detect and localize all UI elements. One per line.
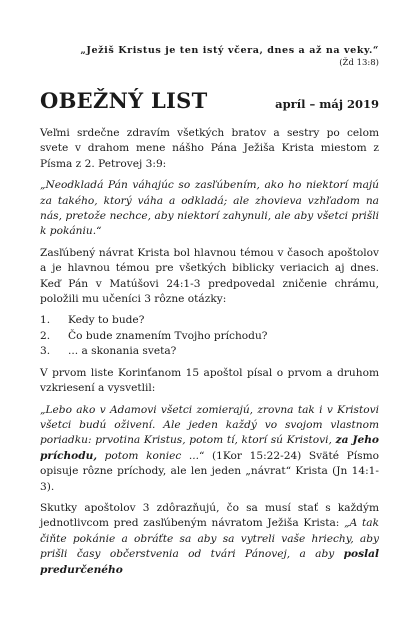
paragraph-quote-corinthians [40,403,379,495]
list-item-text: ... a skonania sveta? [68,345,177,358]
paragraph-return: Zasľúbený návrat Krista bol hlavnou témou v časoch apoštolov a je hlavnou témou pre všetkých biblicky veriacich aj dnes. Keď Pán v Matúšovi 24:1-3 predpovedal zničenie chrámu, položili mu učeníci 3 rôzne otázky: [40,246,379,306]
motto-quote: „Ježiš Kristus je ten istý včera, dnes a až na veky.“ [80,45,379,56]
quote-corinthians-tail: “ (1Kor 15:22-24) Sväté Písmo opisuje rôzne príchody, ale len jeden „návrat“ Krista (Jn 14:1-3). [40,449,379,493]
quote-corinthians-part-1: „Lebo ako v Adamovi všetci zomierajú, zrovna tak i v Kristovi všetci budú oživení. Ale jeden každý vo svojom vlastnom poriadku: prvotina Kristus, potom tí, ktorí sú Kristovi, [40,403,379,447]
list-item-text: Čo bude znamením Tvojho príchodu? [68,329,268,342]
page-title: OBEŽNÝ LIST [40,88,208,113]
header [40,88,379,118]
letter-body [40,126,379,578]
list-item-number: 3. [40,345,51,358]
paragraph-acts-intro: Skutky apoštolov 3 zdôrazňujú, čo sa musí stať s každým jednotlivcom pred zasľúbeným návratom Ježiša Krista: [40,501,379,530]
list-item-number: 2. [40,329,51,342]
list-item [40,344,379,359]
list-item [40,329,379,344]
paragraph-corinthians: V prvom liste Korinťanom 15 apoštol písal o prvom a druhom vzkriesení a vysvetlil: [40,366,379,395]
list-item-text: Kedy to bude? [68,314,145,327]
paragraph-acts [40,501,379,578]
paragraph-greeting: Veľmi srdečne zdravím všetkých bratov a sestry po celom svete v drahom mene nášho Pána Ježiša Krista miestom z Písma z 2. Petrovej 3:9: [40,127,379,170]
list-item [40,313,379,328]
question-list [40,313,379,359]
list-item-number: 1. [40,314,51,327]
quote-acts-emphasis: poslal predurčeného [40,548,379,576]
document-page [0,44,419,639]
quote-corinthians-part-2: potom koniec ... [97,449,200,462]
motto-reference: (Žd 13:8) [339,58,379,68]
issue-date: apríl – máj 2019 [275,97,379,111]
quote-acts: „A tak čiňte pokánie a obráťte sa aby sa vytreli vaše hriechy, aby prišli časy občerstvenia od tvári Pánovej, a aby [40,517,379,561]
quote-corinthians-emphasis: za Jeho príchodu, [40,434,379,462]
quote-2-peter: „Neodkladá Pán váhajúc so zasľúbením, ako ho niektorí majú za takého, ktorý váha a odkladá; ale zhovieva vzhľadom na nás, pretože nechce, aby niektorí zahynuli, ale aby všetci prišli k pokániu.“ [40,179,379,238]
